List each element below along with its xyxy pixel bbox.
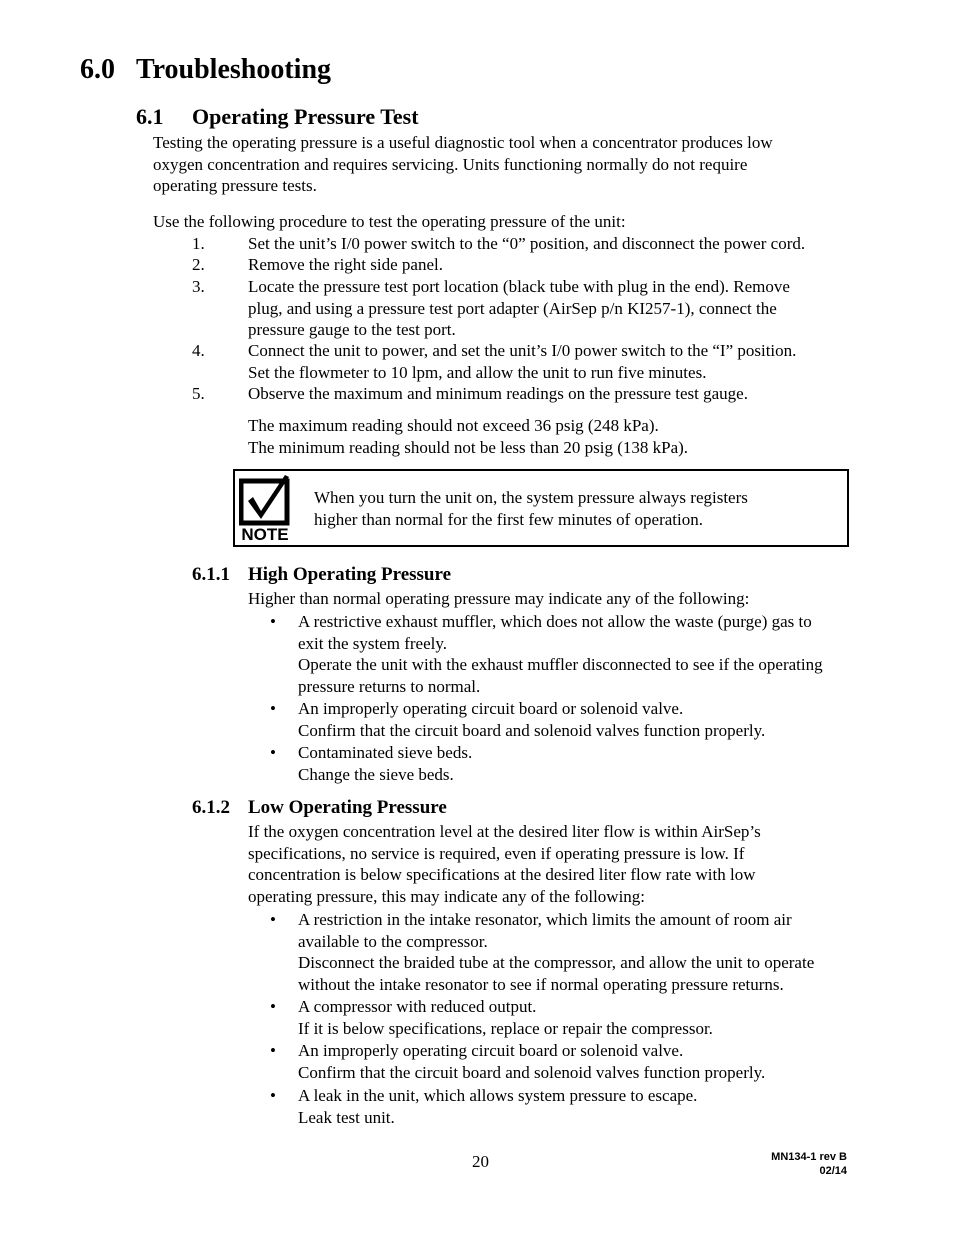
bullet-line: without the intake resonator to see if normal operating pressure returns.	[298, 974, 784, 994]
note-line: higher than normal for the first few minutes of operation.	[314, 510, 703, 529]
reading-min: The minimum reading should not be less than 20 psig (138 kPa).	[248, 437, 689, 457]
bullet-line: A restrictive exhaust muffler, which does not allow the waste (purge) gas to	[298, 612, 812, 631]
bullet-text	[298, 996, 713, 1039]
note-text	[314, 487, 748, 531]
section-title: Troubleshooting	[136, 54, 332, 85]
note-box	[233, 469, 849, 547]
doc-date: 02/14	[819, 1165, 847, 1177]
subsection-heading	[136, 104, 419, 130]
doc-id: MN134-1 rev B	[771, 1151, 847, 1163]
section-heading	[80, 54, 331, 86]
intro-paragraph	[153, 132, 773, 197]
bullet-line: An improperly operating circuit board or solenoid valve.	[298, 1041, 684, 1060]
step-text: Set the unit’s I/0 power switch to the “0” position, and disconnect the power cord.	[248, 234, 806, 253]
high-pressure-heading	[192, 564, 451, 586]
bullet-line: Disconnect the braided tube at the compressor, and allow the unit to operate	[298, 953, 815, 972]
step-number: 5.	[192, 384, 205, 403]
intro-line: Testing the operating pressure is a useful diagnostic tool when a concentrator produces low	[153, 133, 773, 152]
bullet-text	[298, 1085, 697, 1128]
bullet-line: available to the compressor.	[298, 931, 488, 951]
low-intro-line: specifications, no service is required, even if operating pressure is low. If	[248, 843, 745, 863]
bullet-mark: •	[270, 910, 276, 929]
intro-line: oxygen concentration and requires servicing. Units functioning normally do not require	[153, 154, 748, 174]
bullet-text	[298, 742, 472, 785]
step-line: Locate the pressure test port location (black tube with plug in the end). Remove	[248, 277, 790, 296]
step-line: pressure gauge to the test port.	[248, 320, 456, 339]
high-title: High Operating Pressure	[248, 564, 452, 585]
step-line: Set the flowmeter to 10 lpm, and allow the unit to run five minutes.	[248, 362, 707, 382]
bullet-line: A restriction in the intake resonator, which limits the amount of room air	[298, 910, 792, 929]
note-line: When you turn the unit on, the system pressure always registers	[314, 488, 748, 507]
bullet-line: An improperly operating circuit board or solenoid valve.	[298, 699, 684, 718]
low-number: 6.1.2	[192, 797, 230, 818]
step-number: 4.	[192, 341, 205, 360]
reading-max: The maximum reading should not exceed 36 psig (248 kPa).	[248, 416, 659, 435]
low-intro-line: concentration is below specifications at the desired liter flow rate with low	[248, 865, 756, 884]
bullet-text	[298, 698, 765, 741]
high-number: 6.1.1	[192, 564, 230, 585]
bullet-text	[298, 909, 814, 995]
note-label: NOTE	[241, 525, 289, 543]
high-intro: Higher than normal operating pressure may indicate any of the following:	[248, 589, 750, 608]
readings	[248, 415, 688, 458]
bullet-line: Operate the unit with the exhaust muffler disconnected to see if the operating	[298, 655, 823, 674]
step-number: 3.	[192, 277, 205, 296]
bullet-line: Change the sieve beds.	[298, 764, 454, 784]
low-intro	[248, 821, 761, 907]
step-text: Remove the right side panel.	[248, 255, 443, 274]
low-intro-line: If the oxygen concentration level at the desired liter flow is within AirSep’s	[248, 822, 761, 841]
note-check-icon	[239, 475, 291, 543]
low-intro-line: operating pressure, this may indicate any of the following:	[248, 886, 646, 906]
procedure-intro: Use the following procedure to test the operating pressure of the unit:	[153, 212, 626, 231]
bullet-mark: •	[270, 1041, 276, 1060]
bullet-line: A leak in the unit, which allows system pressure to escape.	[298, 1086, 698, 1105]
bullet-mark: •	[270, 612, 276, 631]
bullet-line: A compressor with reduced output.	[298, 997, 537, 1016]
bullet-line: If it is below specifications, replace or repair the compressor.	[298, 1018, 713, 1038]
low-pressure-heading	[192, 797, 447, 819]
bullet-mark: •	[270, 743, 276, 762]
bullet-line: Contaminated sieve beds.	[298, 743, 473, 762]
bullet-mark: •	[270, 997, 276, 1016]
step-number: 1.	[192, 234, 205, 253]
subsection-number: 6.1	[136, 104, 164, 129]
bullet-line: Confirm that the circuit board and solenoid valves function properly.	[298, 720, 766, 740]
bullet-text	[298, 1040, 765, 1083]
step-text: Observe the maximum and minimum readings on the pressure test gauge.	[248, 384, 748, 403]
bullet-text	[298, 611, 823, 697]
bullet-line: Confirm that the circuit board and solenoid valves function properly.	[298, 1062, 766, 1082]
document-revision	[771, 1150, 847, 1178]
low-title: Low Operating Pressure	[248, 797, 447, 818]
page-number: 20	[472, 1152, 489, 1171]
bullet-line: Leak test unit.	[298, 1107, 395, 1127]
step-line: Connect the unit to power, and set the unit’s I/0 power switch to the “I” position.	[248, 341, 797, 360]
bullet-line: exit the system freely.	[298, 633, 448, 653]
section-number: 6.0	[80, 54, 115, 85]
subsection-title: Operating Pressure Test	[192, 104, 419, 129]
step-number: 2.	[192, 255, 205, 274]
bullet-line: pressure returns to normal.	[298, 676, 481, 696]
bullet-mark: •	[270, 699, 276, 718]
step-line: plug, and using a pressure test port adapter (AirSep p/n KI257-1), connect the	[248, 298, 777, 318]
step-text	[248, 340, 796, 383]
step-text	[248, 276, 790, 341]
intro-line: operating pressure tests.	[153, 176, 317, 195]
bullet-mark: •	[270, 1086, 276, 1105]
